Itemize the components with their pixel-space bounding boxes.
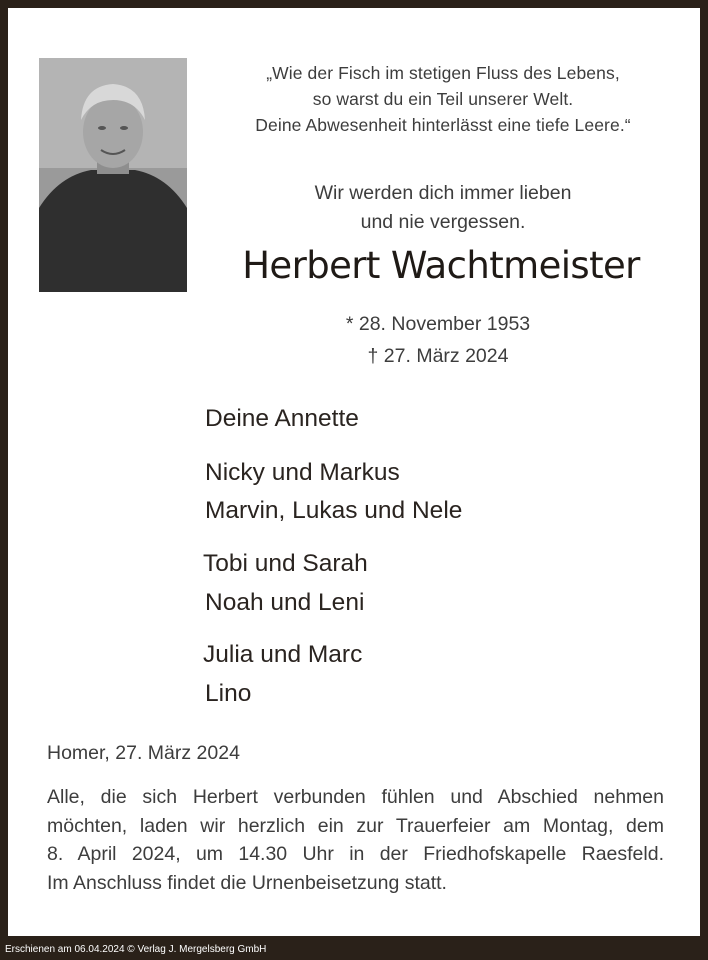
family-member: Deine Annette xyxy=(205,405,359,432)
portrait-photo xyxy=(39,58,187,292)
death-date: † 27. März 2024 xyxy=(367,345,509,367)
publication-footer: Erschienen am 06.04.2024 © Verlag J. Mergelsberg GmbH xyxy=(5,944,267,955)
love-statement xyxy=(208,179,678,237)
family-member: Nicky und Markus xyxy=(205,459,400,486)
family-member: Julia und Marc xyxy=(203,641,363,668)
family-member: Marvin, Lukas und Nele xyxy=(205,497,463,524)
notice-line: Alle, die sich Herbert verbunden fühlen und Abschied nehmen xyxy=(47,786,664,808)
memorial-quote xyxy=(208,60,678,138)
deceased-name: Herbert Wachtmeister xyxy=(242,244,640,287)
love-line: und nie vergessen. xyxy=(360,211,526,233)
quote-line: so warst du ein Teil unserer Welt. xyxy=(312,89,574,109)
obituary-page xyxy=(8,8,700,936)
family-member: Tobi und Sarah xyxy=(203,550,368,577)
birth-date: * 28. November 1953 xyxy=(345,313,531,335)
family-member: Lino xyxy=(205,680,252,707)
notice-line: Im Anschluss findet die Urnenbeisetzung statt. xyxy=(47,871,447,894)
quote-line: Deine Abwesenheit hinterlässt eine tiefe Leere.“ xyxy=(255,115,631,135)
family-member: Noah und Leni xyxy=(205,589,365,616)
place-and-date: Homer, 27. März 2024 xyxy=(47,742,240,764)
notice-line: 8. April 2024, um 14.30 Uhr in der Friedhofskapelle Raesfeld. xyxy=(47,843,664,865)
love-line: Wir werden dich immer lieben xyxy=(314,182,572,204)
notice-line: möchten, laden wir herzlich ein zur Trauerfeier am Montag, dem xyxy=(47,814,664,837)
life-dates xyxy=(208,308,668,372)
funeral-notice xyxy=(47,783,664,897)
quote-line: „Wie der Fisch im stetigen Fluss des Lebens, xyxy=(266,63,620,83)
